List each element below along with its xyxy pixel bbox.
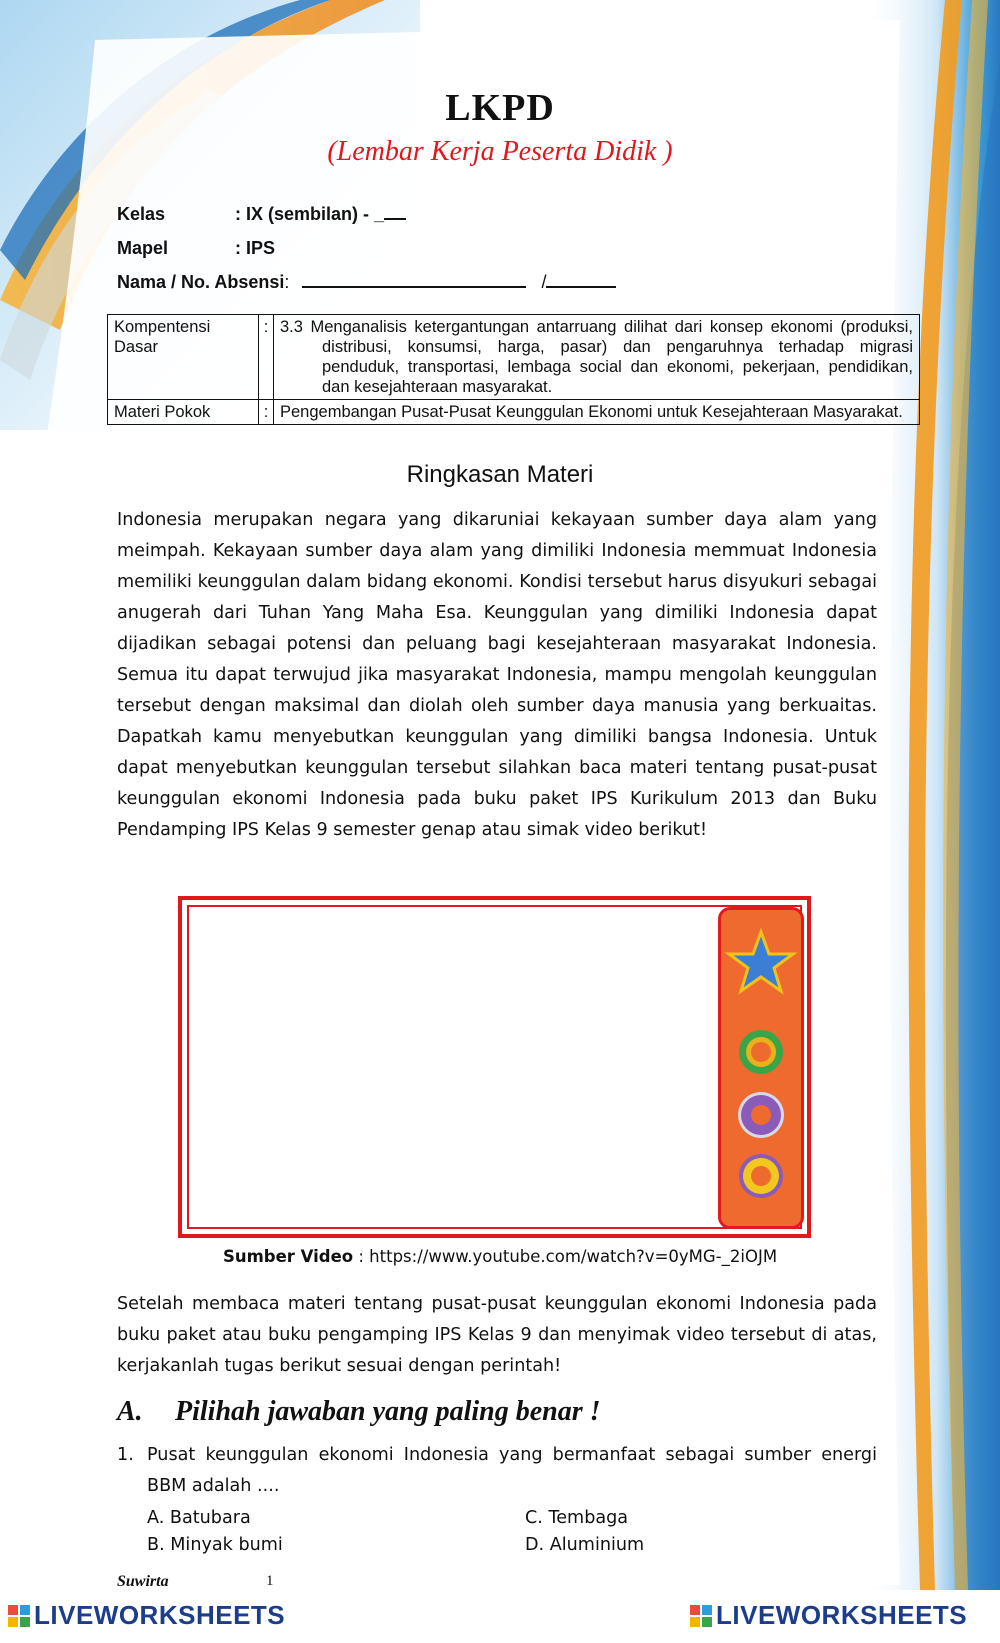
kelas-label: Kelas (117, 204, 166, 224)
video-side-panel (718, 907, 804, 1229)
brand-left[interactable] (8, 1600, 285, 1631)
star-icon[interactable] (729, 932, 793, 991)
video-source (0, 1247, 1000, 1266)
option-b[interactable]: B. Minyak bumi (147, 1535, 283, 1555)
competency-table (107, 314, 920, 425)
nama-colon: : (284, 272, 290, 292)
kd-value-text: 3.3 Menganalisis ketergantungan antarruang dilihat dari konsep ekonomi (produksi, distribusi, konsumsi, harga, pasar) dan pengaruhnya terhadap migrasi penduduk, transportasi, lembaga social dan ekonomi, pekerjaan, pendidikan, dan kesejahteraan masyarakat. (280, 318, 913, 396)
nama-input-line[interactable] (302, 286, 526, 288)
absen-slash: / (541, 272, 547, 292)
brand-left-text: LIVEWORKSHEETS (34, 1600, 286, 1630)
brand-right[interactable] (690, 1600, 967, 1631)
summary-paragraph: Indonesia merupakan negara yang dikaruniai kekayaan sumber daya alam yang meimpah. Kekayaan sumber daya alam yang dimiliki Indonesia memmuat Indonesia memiliki keunggulan dalam bidang ekonomi. Kondisi tersebut harus disyukuri sebagai anugerah dari Tuhan Yang Maha Esa. Keunggulan yang dimiliki Indonesia dapat dijadikan sebagai potensi dan peluang bagi kesejahteraan masyarakat Indonesia. Semua itu dapat terwujud jika masyarakat Indonesia, mampu mengolah keunggulan tersebut dengan maksimal dan diolah oleh sumber daya manusia yang berkuaitas. Dapatkah kamu menyebutkan keunggulan yang dimiliki bangsa Indonesia. Untuk dapat menyebutkan keunggulan tersebut silahkan baca materi tentang pusat-pusat keunggulan ekonomi Indonesia pada buku paket IPS Kurikulum 2013 dan Buku Pendamping IPS Kelas 9 semester genap atau simak video berikut! (117, 510, 877, 840)
green-ring-icon[interactable] (739, 1030, 783, 1074)
question-1-text: Pusat keunggulan ekonomi Indonesia yang bermanfaat sebagai sumber energi BBM adalah .... (147, 1445, 877, 1496)
instructions-paragraph: Setelah membaca materi tentang pusat-pusat keunggulan ekonomi Indonesia pada buku paket atau buku pengamping IPS Kelas 9 dan menyimak video tersebut di atas, kerjakanlah tugas berikut sesuai dengan perintah! (117, 1294, 877, 1376)
absen-input-line[interactable] (546, 286, 616, 288)
option-d[interactable]: D. Aluminium (525, 1535, 645, 1555)
summary-heading: Ringkasan Materi (406, 461, 594, 488)
kelas-blank[interactable] (384, 218, 406, 220)
materi-colon: : (259, 400, 274, 425)
kd-colon: : (259, 315, 274, 400)
materi-row (108, 400, 920, 425)
page-subtitle: (Lembar Kerja Peserta Didik ) (327, 136, 673, 167)
page-number: 1 (266, 1573, 274, 1589)
kd-row (108, 315, 920, 400)
question-1-number: 1. (117, 1445, 134, 1465)
option-a[interactable]: A. Batubara (147, 1508, 251, 1528)
brand-right-text: LIVEWORKSHEETS (716, 1600, 968, 1630)
kelas-row (117, 204, 406, 225)
liveworksheets-logo-icon (690, 1605, 712, 1627)
kd-label: Kompentensi Dasar (108, 315, 259, 400)
video-source-url[interactable]: : https://www.youtube.com/watch?v=0yMG-_2iOJM (353, 1247, 778, 1266)
nama-label: Nama / No. Absensi (117, 272, 285, 292)
section-a-heading (117, 1396, 601, 1428)
nama-row (117, 272, 616, 293)
yellow-ring-icon[interactable] (739, 1154, 783, 1198)
mapel-label: Mapel (117, 238, 169, 258)
liveworksheets-logo-icon (8, 1605, 30, 1627)
footer-author: Suwirta (117, 1573, 169, 1590)
purple-ring-icon[interactable] (738, 1092, 784, 1138)
video-inner-border (187, 905, 802, 1229)
kd-value (274, 315, 920, 400)
section-a-title: Pilihah jawaban yang paling benar ! (175, 1396, 601, 1427)
option-c[interactable]: C. Tembaga (525, 1508, 629, 1528)
kelas-value: : IX (sembilan) - _ (235, 204, 385, 224)
mapel-row (117, 238, 275, 259)
video-player[interactable] (178, 896, 811, 1238)
panel-shapes (721, 910, 801, 1226)
question-1 (117, 1440, 877, 1502)
materi-label: Materi Pokok (108, 400, 259, 425)
mapel-value: : IPS (235, 238, 276, 258)
page-title: LKPD (445, 87, 555, 129)
video-source-label: Sumber Video (222, 1247, 354, 1266)
section-a-letter: A. (117, 1396, 143, 1427)
materi-value: Pengembangan Pusat-Pusat Keunggulan Ekonomi untuk Kesejahteraan Masyarakat. (274, 400, 920, 425)
